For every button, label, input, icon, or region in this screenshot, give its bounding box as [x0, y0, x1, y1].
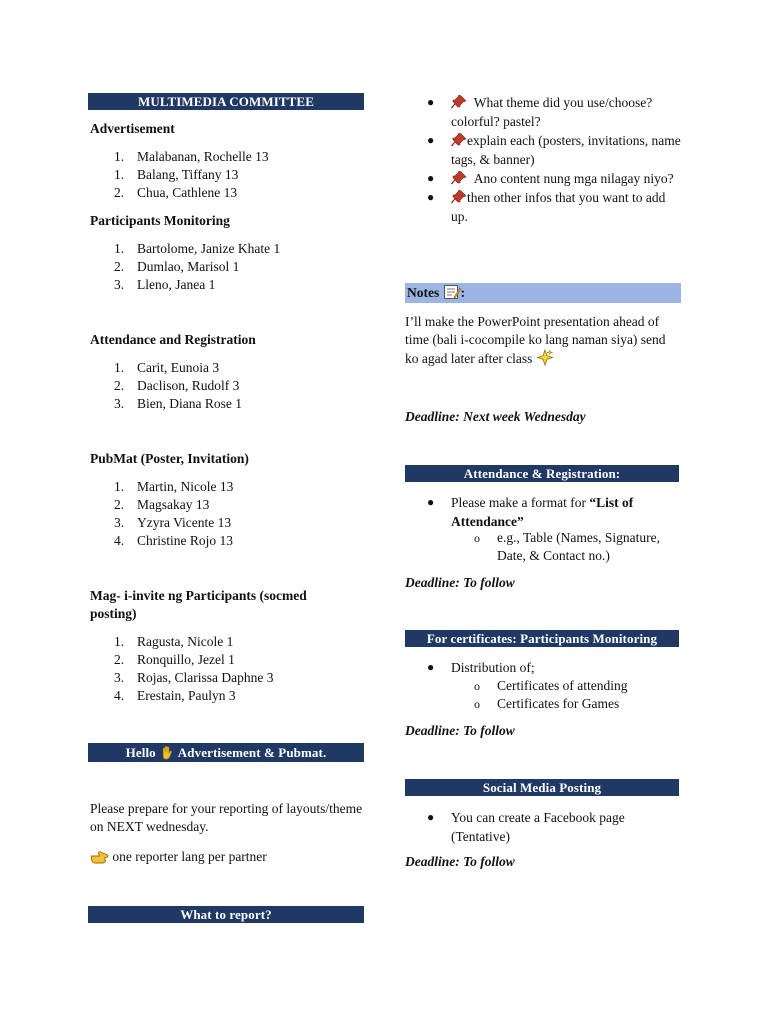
- list-item: [90, 514, 364, 532]
- prepare-paragraph: Please prepare for your reporting of layouts/theme on NEXT wednesday.: [90, 801, 363, 834]
- member-name: Ronquillo, Jezel 1: [137, 652, 235, 667]
- group-attendance-registration: [90, 331, 364, 413]
- member-name: Balang, Tiffany 13: [137, 167, 239, 182]
- list-item: [405, 493, 681, 531]
- list-number: 2.: [114, 378, 125, 393]
- attendance-deadline: Deadline: To follow: [405, 575, 515, 590]
- list-item: [405, 529, 681, 565]
- member-name: Bien, Diana Rose 1: [137, 396, 242, 411]
- certificate-type: Certificates of attending: [497, 678, 628, 693]
- group-heading: PubMat (Poster, Invitation): [90, 451, 249, 466]
- certificates-deadline: Deadline: To follow: [405, 723, 515, 738]
- list-item: [90, 377, 364, 395]
- list-item: [405, 169, 681, 188]
- bullet-icon: ●: [427, 810, 435, 824]
- certificates-sub-list: [405, 677, 681, 713]
- list-item: [90, 478, 364, 496]
- list-item: [90, 532, 364, 550]
- list-number: 2.: [114, 185, 125, 200]
- member-name: Martin, Nicole 13: [137, 479, 234, 494]
- list-item: [90, 258, 364, 276]
- notes-colon: :: [460, 285, 466, 300]
- bullet-icon: ●: [427, 133, 435, 147]
- group-pubmat: [90, 450, 364, 550]
- hello-text: Hello: [125, 745, 156, 760]
- bullet-icon: ●: [427, 660, 435, 674]
- reporter-note: [90, 848, 364, 866]
- hello-banner: [88, 743, 364, 762]
- pointing-hand-icon: [90, 850, 109, 864]
- social-title: Social Media Posting: [482, 780, 602, 795]
- social-deadline: Deadline: To follow: [405, 854, 515, 869]
- bullet-icon: ●: [427, 171, 435, 185]
- notes-paragraph: [405, 313, 681, 368]
- attendance-banner: [405, 465, 679, 482]
- list-item: [90, 359, 364, 377]
- list-number: 1.: [114, 360, 125, 375]
- list-item: [90, 687, 330, 705]
- group-advertisement: [90, 120, 364, 202]
- waving-hand-icon: [159, 745, 175, 760]
- list-number: 1.: [114, 634, 125, 649]
- attendance-list: [405, 493, 681, 531]
- member-list: [90, 148, 364, 202]
- list-item: [90, 395, 364, 413]
- committee-title-banner: [88, 93, 364, 110]
- member-name: Magsakay 13: [137, 497, 210, 512]
- member-name: Carit, Eunoia 3: [137, 360, 220, 375]
- social-item: You can create a Facebook page (Tentative): [451, 810, 625, 844]
- certificates-banner: [405, 630, 679, 647]
- member-name: Yzyra Vicente 13: [137, 515, 232, 530]
- bullet-icon: ●: [427, 495, 435, 509]
- list-item: [405, 658, 681, 677]
- list-item: [90, 166, 364, 184]
- report-item-text: explain each (posters, invitations, name tags, & banner): [451, 133, 681, 167]
- list-item: [405, 695, 681, 713]
- list-number: 4.: [114, 688, 125, 703]
- social-list: [405, 808, 681, 846]
- notes-text: I’ll make the PowerPoint presentation ahead of time (bali i-cocompile ko lang naman siya) send ko agad later after class: [405, 314, 666, 366]
- what-to-report-banner: [88, 906, 364, 923]
- group-participants-monitoring: [90, 212, 364, 294]
- notes-banner: [405, 283, 681, 303]
- bullet-icon: ●: [427, 190, 435, 204]
- list-number: 2.: [114, 652, 125, 667]
- pushpin-icon: [451, 133, 467, 147]
- member-list: [90, 478, 364, 550]
- what-to-report-title: What to report?: [180, 907, 272, 922]
- certificates-list: [405, 658, 681, 677]
- list-item: [90, 651, 330, 669]
- member-name: Christine Rojo 13: [137, 533, 234, 548]
- report-item-text: then other infos that you want to add up.: [451, 190, 666, 224]
- report-item-text: Ano content nung mga nilagay niyo?: [473, 171, 674, 186]
- list-item: [405, 188, 681, 226]
- group-heading: Mag- i-invite ng Participants (socmed posting): [90, 588, 307, 621]
- list-number: 3.: [114, 670, 125, 685]
- committee-title: MULTIMEDIA COMMITTEE: [138, 94, 314, 109]
- member-name: Chua, Cathlene 13: [137, 185, 238, 200]
- list-item: [90, 148, 364, 166]
- attendance-item-text: Please make a format for: [451, 495, 590, 510]
- pushpin-icon: [451, 171, 467, 185]
- certificates-item: Distribution of;: [451, 660, 535, 675]
- report-items-list: [405, 93, 681, 226]
- list-number: 3.: [114, 396, 125, 411]
- notes-deadline: Deadline: Next week Wednesday: [405, 409, 586, 424]
- circle-bullet-icon: o: [474, 531, 480, 545]
- group-heading: Participants Monitoring: [90, 213, 230, 228]
- list-number: 2.: [114, 259, 125, 274]
- circle-bullet-icon: o: [474, 679, 480, 693]
- group-heading: Attendance and Registration: [90, 332, 256, 347]
- list-item: [90, 276, 364, 294]
- list-item: [90, 184, 364, 202]
- list-item: [405, 93, 681, 131]
- attendance-item-bold: “List of Attendance”: [451, 495, 634, 529]
- certificate-type: Certificates for Games: [497, 696, 620, 711]
- list-item: [405, 131, 681, 169]
- member-list: [90, 633, 330, 705]
- attendance-sub-list: [405, 529, 681, 565]
- list-item: [90, 240, 364, 258]
- member-name: Malabanan, Rochelle 13: [137, 149, 269, 164]
- pushpin-icon: [451, 190, 467, 204]
- reporter-text: one reporter lang per partner: [112, 849, 267, 864]
- certificates-title: For certificates: Participants Monitoring: [426, 631, 658, 646]
- hello-subject: Advertisement & Pubmat.: [177, 745, 327, 760]
- member-name: Ragusta, Nicole 1: [137, 634, 234, 649]
- notes-label: Notes: [407, 285, 440, 300]
- member-list: [90, 359, 364, 413]
- list-number: 1.: [114, 149, 125, 164]
- member-name: Erestain, Paulyn 3: [137, 688, 236, 703]
- group-heading: Advertisement: [90, 121, 175, 136]
- list-item: [405, 677, 681, 695]
- sparkle-icon: [536, 349, 554, 366]
- member-list: [90, 240, 364, 294]
- attendance-sub-item: e.g., Table (Names, Signature, Date, & Contact no.): [497, 530, 661, 563]
- bullet-icon: ●: [427, 95, 435, 109]
- member-name: Rojas, Clarissa Daphne 3: [137, 670, 274, 685]
- social-banner: [405, 779, 679, 796]
- member-name: Daclison, Rudolf 3: [137, 378, 240, 393]
- list-number: 3.: [114, 515, 125, 530]
- list-number: 4.: [114, 533, 125, 548]
- list-item: [405, 808, 681, 846]
- member-name: Lleno, Janea 1: [137, 277, 216, 292]
- pushpin-icon: [451, 95, 467, 109]
- notepad-icon: [443, 284, 461, 300]
- list-item: [90, 496, 364, 514]
- circle-bullet-icon: o: [474, 697, 480, 711]
- group-invite-participants: [90, 587, 330, 705]
- list-number: 1.: [114, 479, 125, 494]
- list-number: 2.: [114, 497, 125, 512]
- list-item: [90, 669, 330, 687]
- member-name: Bartolome, Janize Khate 1: [137, 241, 281, 256]
- list-number: 1.: [114, 241, 125, 256]
- list-number: 3.: [114, 277, 125, 292]
- attendance-title: Attendance & Registration:: [463, 466, 621, 481]
- list-number: 1.: [114, 167, 125, 182]
- report-item-text: What theme did you use/choose? colorful? pastel?: [451, 95, 653, 129]
- member-name: Dumlao, Marisol 1: [137, 259, 240, 274]
- list-item: [90, 633, 330, 651]
